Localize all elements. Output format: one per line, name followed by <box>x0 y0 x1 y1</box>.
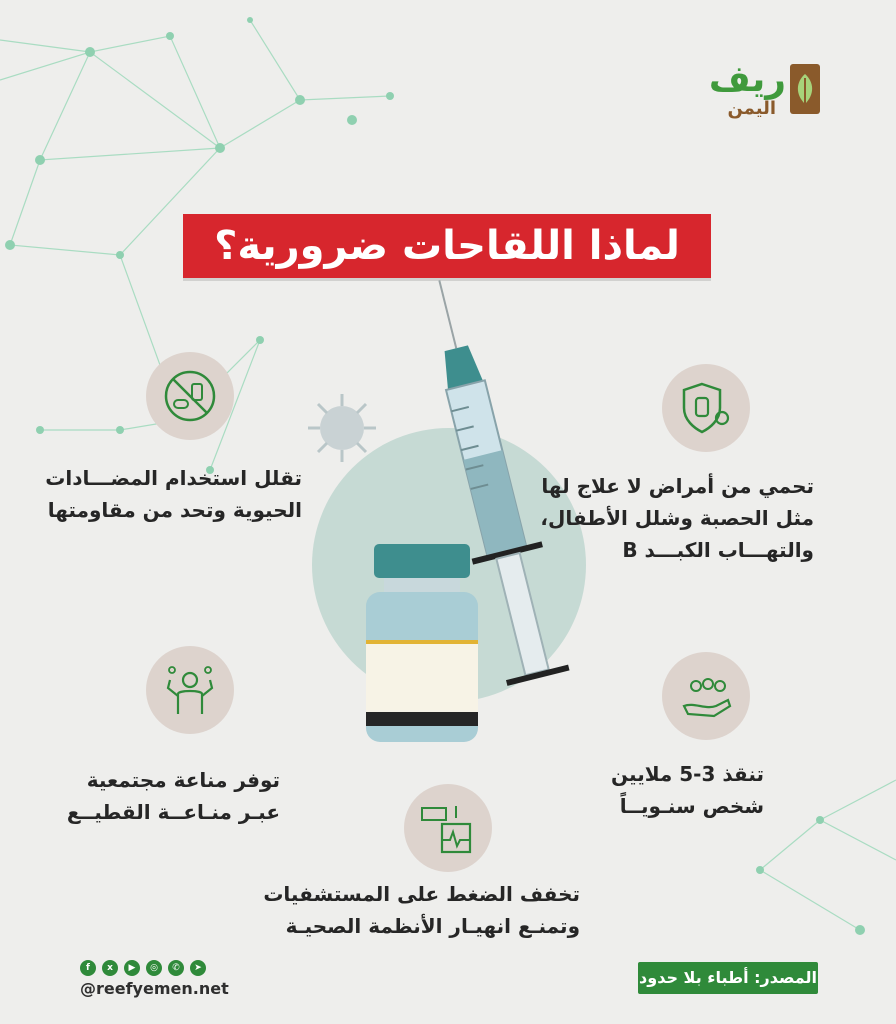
benefit-hospitals-line: وتمنـع انهيـار الأنظمة الصحيـة <box>285 914 580 938</box>
x-icon[interactable]: x <box>102 960 118 976</box>
hospital-monitor-icon <box>418 798 478 858</box>
source-badge: المصدر: أطباء بلا حدود <box>638 962 818 994</box>
instagram-icon[interactable]: ◎ <box>146 960 162 976</box>
benefit-protect-line: مثل الحصبة وشلل الأطفال، <box>540 506 814 530</box>
whatsapp-icon[interactable]: ✆ <box>168 960 184 976</box>
telegram-icon[interactable]: ➤ <box>190 960 206 976</box>
benefit-protect-line: والتهـــاب الكبـــد B <box>622 538 814 562</box>
benefit-antibiotics-line: الحيوية وتحد من مقاومتها <box>47 498 302 522</box>
benefit-herd-line: توفر مناعة مجتمعية <box>86 768 280 792</box>
benefit-save-icon-circle <box>662 652 750 740</box>
logo-main-text: ريف <box>708 59 786 100</box>
benefit-save-text <box>611 758 764 822</box>
benefit-protect-text <box>540 470 814 566</box>
benefit-herd-text <box>67 764 280 828</box>
benefit-antibiotics-text <box>45 462 302 526</box>
benefit-save-line: تنقذ 3-5 ملايين <box>611 762 764 786</box>
website-link[interactable]: @reefyemen.net <box>80 979 229 998</box>
benefit-herd-icon-circle <box>146 646 234 734</box>
benefit-herd-line: عبـر منـاعــة القطيــع <box>66 800 280 824</box>
benefit-protect-line: تحمي من أمراض لا علاج لها <box>541 474 814 498</box>
benefit-hospitals-line: تخفف الضغط على المستشفيات <box>263 882 580 906</box>
benefit-save-line: شخص سنـويــاً <box>619 794 764 818</box>
benefit-hospitals-icon-circle <box>404 784 492 872</box>
benefit-protect-icon-circle <box>662 364 750 452</box>
leaf-icon <box>790 64 820 114</box>
youtube-icon[interactable]: ▶ <box>124 960 140 976</box>
brand-logo <box>660 58 820 128</box>
logo-sub-text: اليمن <box>727 98 776 119</box>
no-pills-icon <box>160 366 220 426</box>
strong-person-icon <box>160 660 220 720</box>
hand-people-icon <box>676 666 736 726</box>
shield-hand-virus-icon <box>676 378 736 438</box>
page-title: لماذا اللقاحات ضرورية؟ <box>183 214 711 278</box>
benefit-antibiotics-icon-circle <box>146 352 234 440</box>
benefit-antibiotics-line: تقلل استخدام المضـــادات <box>45 466 302 490</box>
facebook-icon[interactable]: f <box>80 960 96 976</box>
benefit-hospitals-text <box>263 878 580 942</box>
